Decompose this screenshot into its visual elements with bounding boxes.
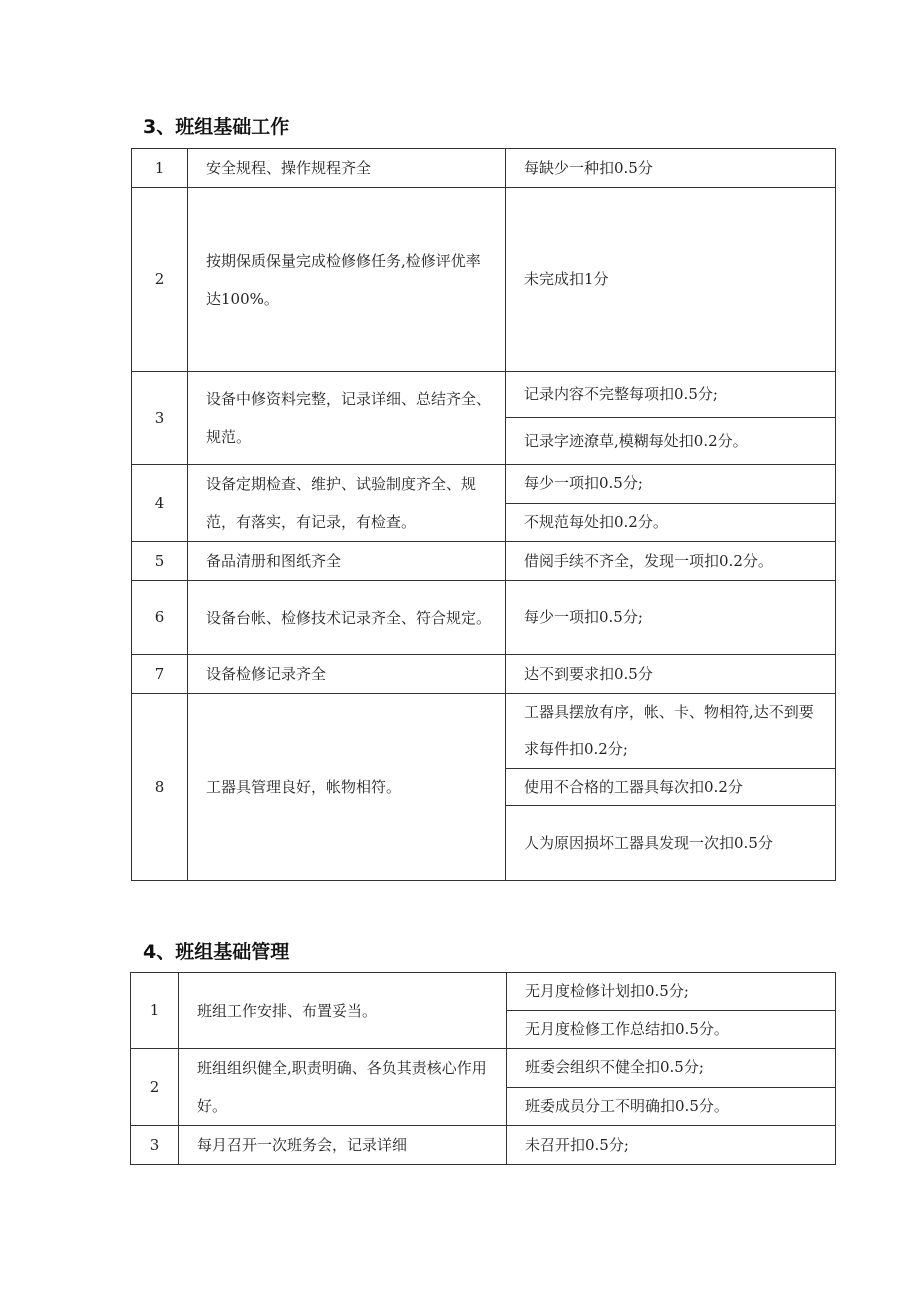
section-3-table xyxy=(131,148,836,881)
table-row xyxy=(131,973,836,1011)
row-number: 2 xyxy=(132,188,188,372)
table-row xyxy=(132,188,836,372)
row-number: 7 xyxy=(132,655,188,694)
item-text: 按期保质保量完成检修修任务,检修评优率达100%。 xyxy=(188,188,506,372)
table-row xyxy=(131,1126,836,1165)
row-number: 1 xyxy=(131,973,179,1049)
item-text: 安全规程、操作规程齐全 xyxy=(188,149,506,188)
penalty-text: 借阅手续不齐全，发现一项扣0.2分。 xyxy=(506,542,836,581)
penalty-text: 无月度检修计划扣0.5分; xyxy=(507,973,836,1011)
row-number: 8 xyxy=(132,694,188,881)
item-text: 设备中修资料完整，记录详细、总结齐全、规范。 xyxy=(188,372,506,465)
penalty-text: 班委会组织不健全扣0.5分; xyxy=(507,1049,836,1088)
table-row xyxy=(132,542,836,581)
penalty-text: 使用不合格的工器具每次扣0.2分 xyxy=(506,769,836,806)
penalty-text: 记录内容不完整每项扣0.5分; xyxy=(506,372,836,418)
row-number: 3 xyxy=(132,372,188,465)
row-number: 3 xyxy=(131,1126,179,1165)
penalty-text: 不规范每处扣0.2分。 xyxy=(506,503,836,542)
penalty-text: 每少一项扣0.5分; xyxy=(506,465,836,504)
penalty-text: 每缺少一种扣0.5分 xyxy=(506,149,836,188)
item-text: 班组工作安排、布置妥当。 xyxy=(179,973,507,1049)
item-text: 设备检修记录齐全 xyxy=(188,655,506,694)
penalty-text: 班委成员分工不明确扣0.5分。 xyxy=(507,1087,836,1126)
penalty-text: 达不到要求扣0.5分 xyxy=(506,655,836,694)
table-row xyxy=(132,372,836,418)
row-number: 5 xyxy=(132,542,188,581)
item-text: 工器具管理良好，帐物相符。 xyxy=(188,694,506,881)
table-row xyxy=(132,655,836,694)
row-number: 4 xyxy=(132,465,188,542)
row-number: 6 xyxy=(132,581,188,655)
section-3-title: 3、班组基础工作 xyxy=(143,116,290,138)
penalty-text: 人为原因损坏工器具发现一次扣0.5分 xyxy=(506,806,836,881)
item-text: 设备台帐、检修技术记录齐全、符合规定。 xyxy=(188,581,506,655)
penalty-text: 无月度检修工作总结扣0.5分。 xyxy=(507,1011,836,1049)
item-text: 班组组织健全,职责明确、各负其责核心作用好。 xyxy=(179,1049,507,1126)
table-row xyxy=(132,694,836,769)
row-number: 1 xyxy=(132,149,188,188)
section-4-table xyxy=(130,972,836,1165)
penalty-text: 未召开扣0.5分; xyxy=(507,1126,836,1165)
item-text: 备品清册和图纸齐全 xyxy=(188,542,506,581)
penalty-text: 工器具摆放有序，帐、卡、物相符,达不到要求每件扣0.2分; xyxy=(506,694,836,769)
table-row xyxy=(132,149,836,188)
penalty-text: 记录字迹潦草,模糊每处扣0.2分。 xyxy=(506,418,836,465)
section-4-title: 4、班组基础管理 xyxy=(143,941,290,963)
penalty-text: 每少一项扣0.5分; xyxy=(506,581,836,655)
item-text: 设备定期检查、维护、试验制度齐全、规范，有落实，有记录，有检查。 xyxy=(188,465,506,542)
item-text: 每月召开一次班务会，记录详细 xyxy=(179,1126,507,1165)
row-number: 2 xyxy=(131,1049,179,1126)
penalty-text: 未完成扣1分 xyxy=(506,188,836,372)
table-row xyxy=(131,1049,836,1088)
table-row xyxy=(132,465,836,504)
table-row xyxy=(132,581,836,655)
